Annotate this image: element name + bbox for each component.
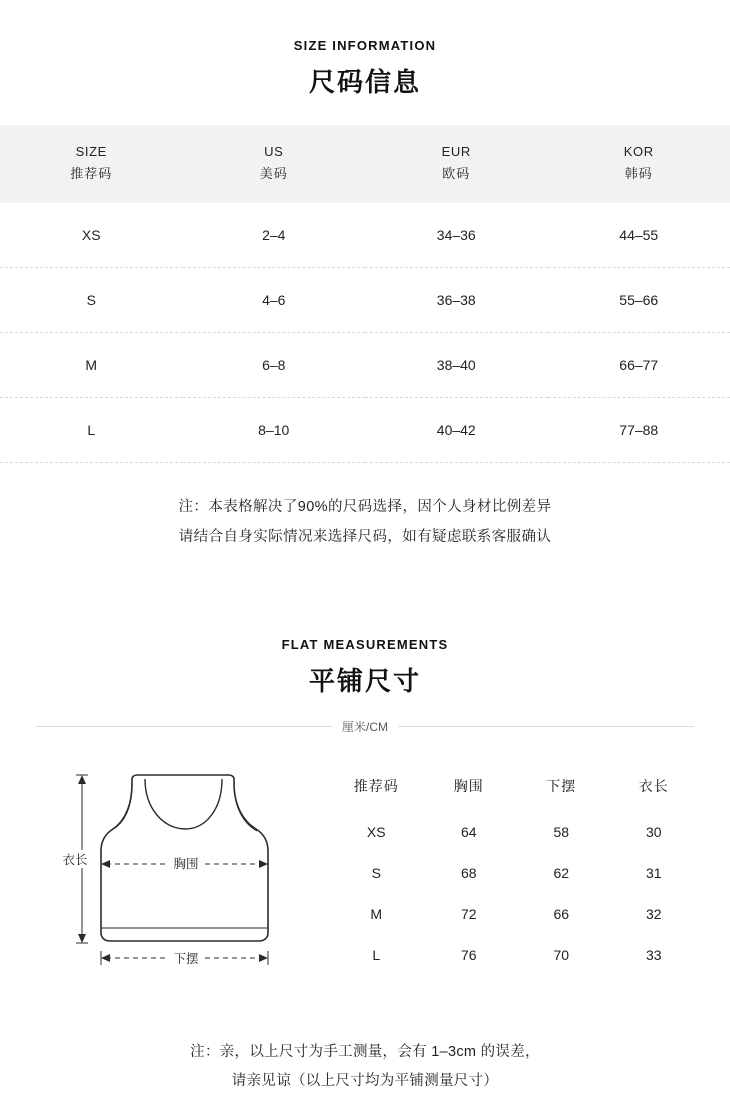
cell-kor: 77–88 [548,398,730,463]
flat-note [0,1038,730,1096]
label-bust: 胸围 [173,856,198,871]
cell-size: S [0,268,183,333]
unit-label: 厘米/CM [342,718,388,735]
label-length: 衣长 [62,853,87,867]
unit-divider [0,718,730,735]
cell-kor: 66–77 [548,333,730,398]
table-row [0,333,730,398]
cell-length: 32 [608,894,701,935]
table-row [330,812,700,853]
flat-note-line-1: 注：亲，以上尺寸为手工测量，会有 1–3cm 的误差， [0,1038,730,1067]
cell-size: M [330,894,423,935]
cell-size: L [330,935,423,976]
flat-measurements-table [330,765,700,1000]
column-header-eur: EUR 欧码 [365,125,548,203]
cell-eur: 40–42 [365,398,548,463]
cell-hem: 66 [515,894,608,935]
cell-us: 8–10 [183,398,366,463]
cell-us: 2–4 [183,203,366,268]
label-hem: 下摆 [173,951,199,966]
cell-kor: 44–55 [548,203,730,268]
cell-hem: 70 [515,935,608,976]
cell-size: XS [0,203,183,268]
divider-left [36,726,332,727]
cell-eur: 34–36 [365,203,548,268]
table-row [330,853,700,894]
divider-right [398,726,694,727]
cell-size: M [0,333,183,398]
size-information-header [0,0,730,99]
cell-bust: 68 [423,853,516,894]
flat-cn-title: 平铺尺寸 [0,661,730,698]
cell-kor: 55–66 [548,268,730,333]
column-header-length: 衣长 [608,775,701,812]
cell-eur: 38–40 [365,333,548,398]
cell-hem: 62 [515,853,608,894]
size-note [0,493,730,552]
cell-size: L [0,398,183,463]
table-row [330,935,700,976]
table-row [0,398,730,463]
cell-length: 31 [608,853,701,894]
flat-eng-title: FLAT MEASUREMENTS [0,637,730,652]
column-header-hem: 下摆 [515,775,608,812]
table-row [0,203,730,268]
flat-measurements-header [0,637,730,698]
cell-length: 30 [608,812,701,853]
flat-note-line-2: 请亲见谅（以上尺寸均为平铺测量尺寸） [0,1067,730,1096]
column-header-kor: KOR 韩码 [548,125,730,203]
size-cn-title: 尺码信息 [0,62,730,99]
table-header-row [330,775,700,812]
table-header-row [0,125,730,203]
column-header-bust: 胸围 [423,775,516,812]
cell-us: 6–8 [183,333,366,398]
size-note-line-1: 注：本表格解决了90%的尺码选择，因个人身材比例差异 [0,493,730,523]
cell-size: S [330,853,423,894]
cell-bust: 76 [423,935,516,976]
column-header-recommended-size: 推荐码 [330,775,423,812]
sports-bra-illustration [40,765,330,995]
garment-diagram [40,765,330,1000]
cell-size: XS [330,812,423,853]
size-eng-title: SIZE INFORMATION [0,38,730,53]
size-note-line-2: 请结合自身实际情况来选择尺码，如有疑虑联系客服确认 [0,523,730,553]
table-row [0,268,730,333]
cell-hem: 58 [515,812,608,853]
column-header-us: US 美码 [183,125,366,203]
cell-bust: 64 [423,812,516,853]
cell-length: 33 [608,935,701,976]
cell-eur: 36–38 [365,268,548,333]
table-row [330,894,700,935]
cell-bust: 72 [423,894,516,935]
size-chart-table [0,125,730,463]
cell-us: 4–6 [183,268,366,333]
column-header-size: SIZE 推荐码 [0,125,183,203]
